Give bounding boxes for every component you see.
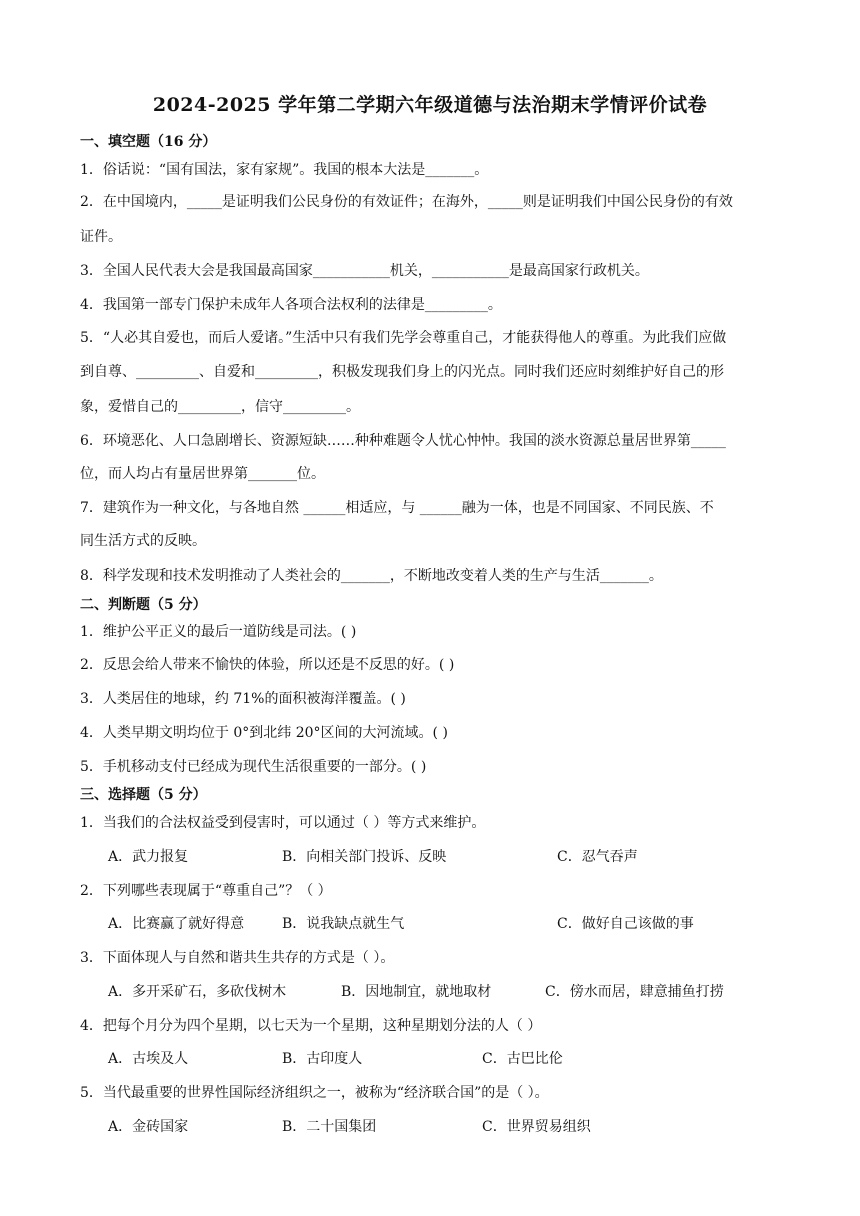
choice-option-b: B．古印度人 — [282, 1051, 363, 1067]
question-line: 2．在中国境内，_____是证明我们公民身份的有效证件；在海外，_____则是证明我们中国公民身份的有效 — [80, 194, 733, 210]
judge-line: 4．人类早期文明均位于 0°到北纬 20°区间的大河流域。( ) — [80, 725, 448, 741]
judge-line: 5．手机移动支付已经成为现代生活很重要的一部分。( ) — [80, 759, 427, 775]
judge-line: 2．反思会给人带来不愉快的体验，所以还是不反思的好。( ) — [80, 657, 455, 673]
choice-option-c: C．古巴比伦 — [482, 1051, 563, 1067]
question-line: 4．我国第一部专门保护未成年人各项合法权利的法律是_________。 — [80, 297, 502, 313]
choice-option-b: B．向相关部门投诉、反映 — [282, 849, 447, 865]
section-heading-choice: 三、选择题（5 分） — [80, 787, 207, 803]
question-line: 5．“人必其自爱也，而后人爱诸。”生活中只有我们先学会尊重自己，才能获得他人的尊重。为此我们应做 — [80, 330, 727, 346]
choice-question: 4．把每个月分为四个星期，以七天为一个星期，这种星期划分法的人（ ） — [80, 1018, 542, 1034]
question-line: 8．科学发现和技术发明推动了人类社会的_______，不断地改变着人类的生产与生活_______。 — [80, 568, 663, 584]
choice-question: 1．当我们的合法权益受到侵害时，可以通过（ ）等方式来维护。 — [80, 815, 486, 831]
choice-option-a: A．古埃及人 — [108, 1051, 189, 1067]
section-heading-fill: 一、填空题（16 分） — [80, 134, 217, 150]
choice-option-c: C．忍气吞声 — [557, 849, 638, 865]
choice-option-b: B．因地制宜，就地取材 — [341, 984, 492, 1000]
judge-line: 3．人类居住的地球，约 71%的面积被海洋覆盖。( ) — [80, 691, 406, 707]
choice-option-a: A．武力报复 — [108, 849, 189, 865]
choice-option-b: B．二十国集团 — [282, 1119, 377, 1135]
question-line: 同生活方式的反映。 — [80, 533, 206, 549]
page-title: 2024-2025 学年第二学期六年级道德与法治期末学情评价试卷 — [152, 94, 708, 116]
choice-option-c: C．傍水而居，肆意捕鱼打捞 — [545, 984, 724, 1000]
choice-option-a: A．比赛赢了就好得意 — [108, 916, 245, 932]
question-line: 位，而人均占有量居世界第_______位。 — [80, 466, 325, 482]
choice-option-a: A．金砖国家 — [108, 1119, 189, 1135]
question-line: 1．俗话说：“国有国法，家有家规”。我国的根本大法是_______。 — [80, 162, 489, 178]
choice-question: 2．下列哪些表现属于“尊重自己”？（ ） — [80, 883, 332, 899]
question-line: 3．全国人民代表大会是我国最高国家___________机关，___________是最高国家行政机关。 — [80, 263, 649, 279]
choice-question: 5．当代最重要的世界性国际经济组织之一，被称为“经济联合国”的是（ ）。 — [80, 1085, 549, 1101]
question-line: 到自尊、_________、自爱和_________，积极发现我们身上的闪光点。同时我们还应时刻维护好自己的形 — [80, 364, 724, 380]
question-line: 证件。 — [80, 229, 122, 245]
choice-option-c: C．做好自己该做的事 — [557, 916, 694, 932]
judge-line: 1．维护公平正义的最后一道防线是司法。( ) — [80, 624, 357, 640]
section-heading-judge: 二、判断题（5 分） — [80, 597, 207, 613]
question-line: 象，爱惜自己的_________，信守_________。 — [80, 399, 360, 415]
choice-option-c: C．世界贸易组织 — [482, 1119, 591, 1135]
choice-option-a: A．多开采矿石，多砍伐树木 — [108, 984, 287, 1000]
question-line: 7．建筑作为一种文化，与各地自然 ______相适应，与 ______融为一体，也是不同国家、不同民族、不 — [80, 500, 714, 516]
choice-question: 3．下面体现人与自然和谐共生共存的方式是（ ）。 — [80, 950, 395, 966]
question-line: 6．环境恶化、人口急剧增长、资源短缺……种种难题令人忧心忡忡。我国的淡水资源总量居世界第_____ — [80, 433, 726, 449]
choice-option-b: B．说我缺点就生气 — [282, 916, 405, 932]
